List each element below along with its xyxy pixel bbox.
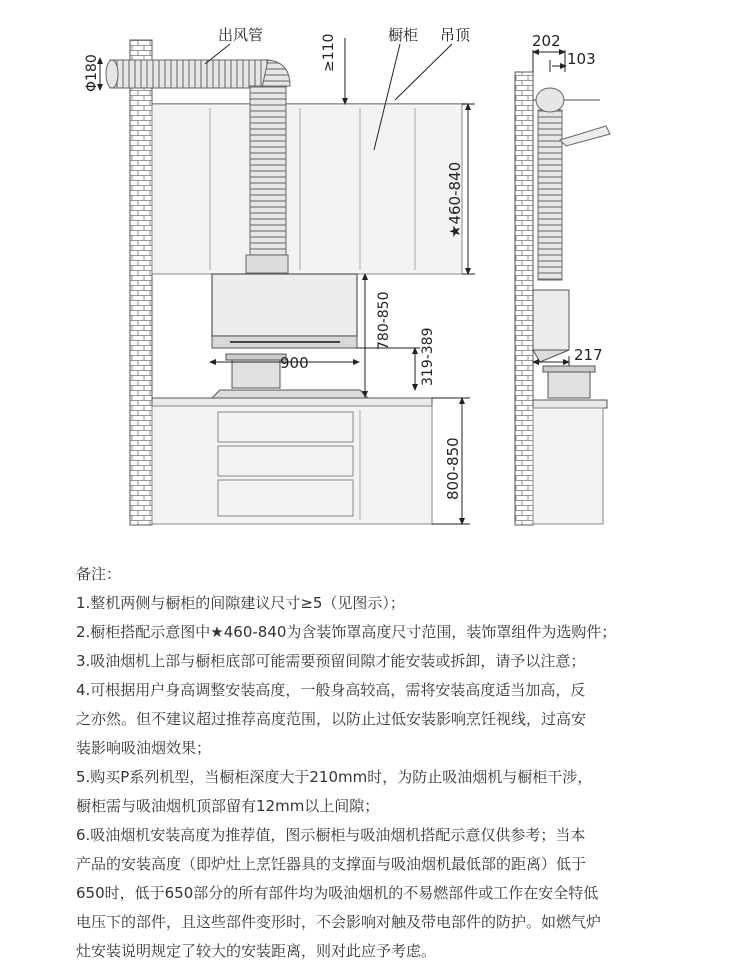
- note-line: 6.吸油烟机安装高度为推荐值，图示橱柜与吸油烟机搭配示意仅供参考；当本: [76, 826, 586, 844]
- note-line: 650时，低于650部分的所有部件均为吸油烟机的不易燃部件或工作在安全特低: [76, 884, 599, 902]
- note-line: 5.购买P系列机型，当橱柜深度大于210mm时，为防止吸油烟机与橱柜干涉，: [76, 768, 593, 786]
- label-800-850: 800-850: [444, 437, 462, 500]
- label-cabinet: 橱柜: [388, 26, 419, 44]
- label-phi180: Φ180: [84, 54, 100, 92]
- note-line: 之亦然。但不建议超过推荐高度范围，以防止过低安装影响烹饪视线，过高安: [76, 710, 587, 728]
- base-cabinets: [152, 390, 432, 524]
- note-line: 产品的安装高度（即炉灶上烹饪器具的支撑面与吸油烟机最低部的距离）低于: [76, 855, 587, 873]
- notes-section: [76, 560, 696, 966]
- front-wall: [130, 40, 152, 525]
- label-103: 103: [567, 50, 596, 68]
- label-ceiling: 吊顶: [440, 26, 471, 44]
- label-ge110: ≥110: [321, 33, 337, 72]
- note-line: 4.可根据用户身高调整安装高度，一般身高较高，需将安装高度适当加高，反: [76, 681, 586, 699]
- note-line: 橱柜需与吸油烟机顶部留有12mm以上间隙；: [76, 797, 380, 815]
- label-900: 900: [280, 354, 309, 372]
- label-319-389: 319-389: [420, 327, 436, 386]
- label-460-840: ★460-840: [446, 161, 464, 238]
- note-line: 灶安装说明规定了较大的安装距离，则对此应予考虑。: [76, 942, 437, 960]
- side-wall: [515, 72, 533, 525]
- note-line: 2.橱柜搭配示意图中★460-840为含装饰罩高度尺寸范围，装饰罩组件为选购件；: [76, 623, 617, 641]
- label-duct: 出风管: [218, 26, 264, 44]
- note-line: 装影响吸油烟效果；: [76, 739, 212, 757]
- note-line: 1.整机两侧与橱柜的间隙建议尺寸≥5（见图示）；: [76, 594, 405, 612]
- label-202: 202: [532, 32, 561, 50]
- range-hood: [212, 274, 357, 348]
- side-range-hood: [533, 290, 569, 362]
- note-line: 电压下的部件，且这些部件变形时，不会影响对触及带电部件的防护。如燃气炉: [76, 913, 602, 931]
- upper-cabinets: [152, 104, 462, 274]
- notes-title: 备注：: [76, 565, 122, 583]
- note-line: 3.吸油烟机上部与橱柜底部可能需要预留间隙才能安装或拆卸，请予以注意；: [76, 652, 586, 670]
- label-780-850: 780-850: [376, 291, 392, 350]
- label-217: 217: [574, 346, 603, 364]
